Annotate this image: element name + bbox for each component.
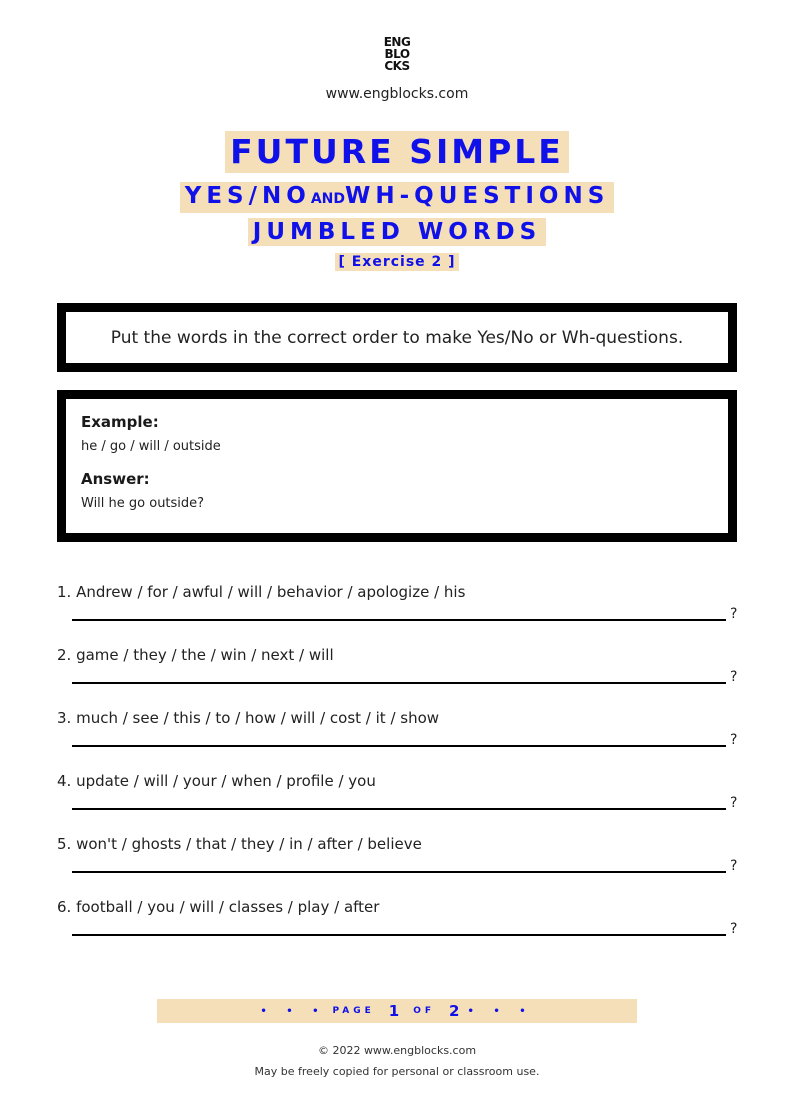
question-mark: ?	[730, 606, 738, 622]
answer-line[interactable]	[72, 745, 726, 747]
question-item	[57, 708, 747, 748]
total-pages: 2	[449, 1002, 460, 1020]
question-mark: ?	[730, 732, 738, 748]
of-word: OF	[413, 1006, 436, 1016]
logo-line: CKS	[384, 59, 410, 73]
question-text: 1. Andrew / for / awful / will / behavior / apologize / his	[57, 583, 466, 601]
page-word: PAGE	[332, 1006, 375, 1016]
instructions-box	[57, 303, 737, 372]
question-mark: ?	[730, 921, 738, 937]
answer-text: Will he go outside?	[81, 496, 205, 511]
exercise-label: [ Exercise 2 ]	[335, 253, 458, 271]
answer-line[interactable]	[72, 682, 726, 684]
question-mark: ?	[730, 795, 738, 811]
exercise-row	[0, 251, 794, 271]
question-item	[57, 645, 747, 685]
pagination-dots-right: • • •	[467, 1005, 534, 1017]
title-row	[0, 131, 794, 173]
example-label: Example:	[81, 413, 159, 431]
question-mark: ?	[730, 858, 738, 874]
question-text: 4. update / will / your / when / profile / you	[57, 772, 376, 790]
logo-line: ENG	[383, 35, 411, 49]
answer-label: Answer:	[81, 470, 150, 488]
answer-line[interactable]	[72, 808, 726, 810]
question-mark: ?	[730, 669, 738, 685]
question-text: 3. much / see / this / to / how / will / cost / it / show	[57, 709, 440, 727]
subtitle-row	[0, 182, 794, 213]
subtitle2-row	[0, 218, 794, 246]
usage-note: May be freely copied for personal or classroom use.	[254, 1065, 540, 1078]
current-page: 1	[388, 1002, 400, 1020]
example-text: he / go / will / outside	[81, 439, 221, 454]
answer-line[interactable]	[72, 934, 726, 936]
subtitle-jumbled: JUMBLED WORDS	[248, 218, 546, 246]
question-text: 6. football / you / will / classes / play / after	[57, 898, 380, 916]
subtitle	[180, 182, 615, 213]
pagination-bar	[157, 999, 637, 1023]
instructions-text: Put the words in the correct order to make Yes/No or Wh-questions.	[110, 327, 684, 348]
pagination-dots-left: • • •	[260, 1005, 327, 1017]
answer-line[interactable]	[72, 619, 726, 621]
question-item	[57, 771, 747, 811]
page-title: FUTURE SIMPLE	[225, 131, 569, 173]
question-item	[57, 834, 747, 874]
question-text: 5. won't / ghosts / that / they / in / after / believe	[57, 835, 422, 853]
example-box	[57, 390, 737, 542]
subtitle-yes-no: YES/NO	[184, 183, 311, 209]
question-text: 2. game / they / the / win / next / will	[57, 646, 334, 664]
copyright: © 2022 www.engblocks.com	[317, 1044, 477, 1057]
question-item	[57, 582, 747, 622]
subtitle-wh: WH-QUESTIONS	[345, 183, 610, 209]
engblocks-logo	[0, 36, 794, 72]
answer-line[interactable]	[72, 871, 726, 873]
question-item	[57, 897, 747, 937]
logo-line: BLO	[384, 47, 410, 61]
site-url[interactable]: www.engblocks.com	[325, 86, 469, 102]
subtitle-and: AND	[310, 191, 346, 207]
